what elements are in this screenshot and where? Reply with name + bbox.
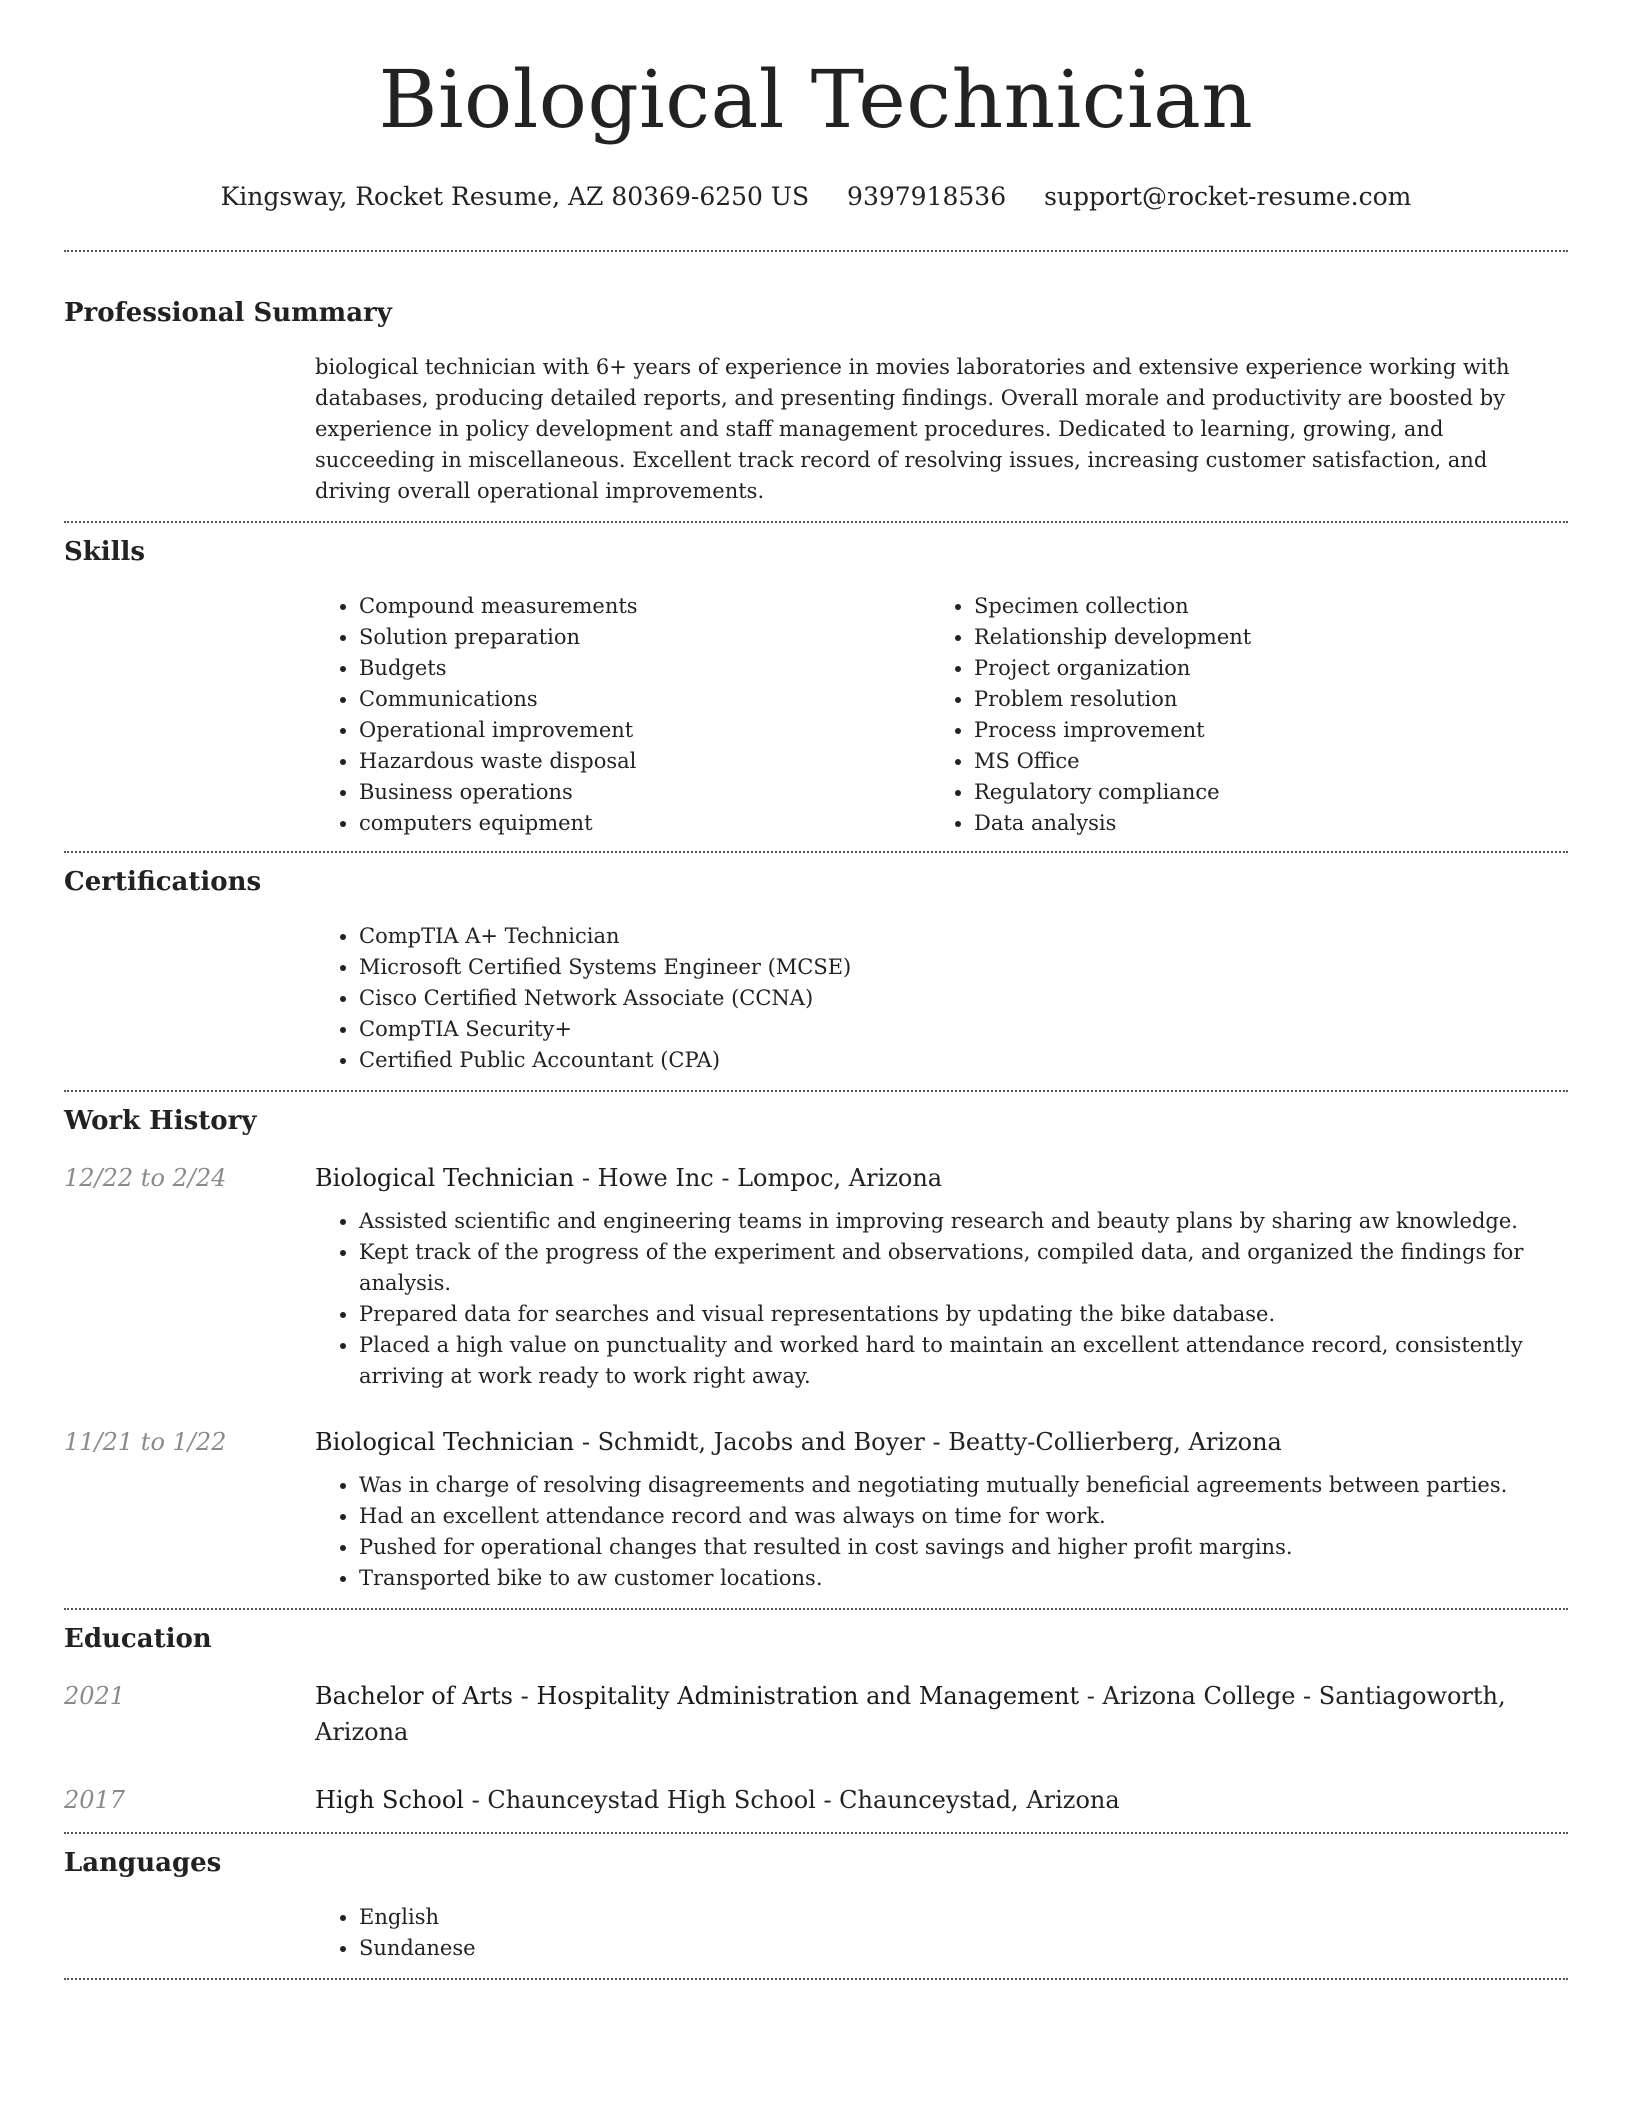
job-heading xyxy=(315,1160,1568,1196)
certifications-section xyxy=(64,853,1568,1090)
language-item: • English xyxy=(359,1902,1568,1933)
school: - Chaunceystad High School - Chaunceystad, Arizona xyxy=(463,1786,1120,1814)
skill-item: • Relationship development xyxy=(974,622,1545,653)
job-employer: - Schmidt, Jacobs and Boyer - Beatty-Collierberg, Arizona xyxy=(574,1428,1282,1456)
certification-item: • CompTIA A+ Technician xyxy=(359,921,1568,952)
education-entry xyxy=(64,1782,1568,1832)
skill-item: • Regulatory compliance xyxy=(974,777,1545,808)
education-entry xyxy=(64,1678,1568,1750)
languages-section xyxy=(64,1834,1568,1978)
resume-title: Biological Technician xyxy=(378,53,1254,146)
education-year: 2021 xyxy=(64,1682,126,1710)
skill-item: • Process improvement xyxy=(974,715,1545,746)
skill-item: • Specimen collection xyxy=(974,591,1545,622)
education-heading xyxy=(315,1782,1568,1818)
job-entry xyxy=(64,1424,1568,1608)
degree: Bachelor of Arts - Hospitality Administration and Management xyxy=(315,1682,1080,1710)
job-bullet: • Assisted scientific and engineering teams in improving research and beauty plans by sharing aw knowledge. xyxy=(359,1206,1568,1237)
certification-item: • CompTIA Security+ xyxy=(359,1014,1568,1045)
certification-item: • Cisco Certified Network Associate (CCNA) xyxy=(359,983,1568,1014)
section-title-summary: Professional Summary xyxy=(64,298,392,328)
job-bullets xyxy=(315,1470,1568,1594)
address: Kingsway, Rocket Resume, AZ 80369-6250 US xyxy=(220,182,810,211)
certifications-list xyxy=(315,921,1568,1090)
education-heading xyxy=(315,1678,1568,1750)
job-heading xyxy=(315,1424,1568,1460)
education-section xyxy=(64,1610,1568,1832)
divider xyxy=(64,1978,1568,1980)
skills-section xyxy=(64,523,1568,851)
skill-item: • MS Office xyxy=(974,746,1545,777)
job-dates: 11/21 to 1/22 xyxy=(64,1428,227,1456)
skills-grid xyxy=(315,591,1568,851)
skill-item: • Communications xyxy=(359,684,930,715)
job-bullet: • Pushed for operational changes that resulted in cost savings and higher profit margins. xyxy=(359,1532,1568,1563)
section-title-certifications: Certifications xyxy=(64,867,262,897)
skill-item: • Hazardous waste disposal xyxy=(359,746,930,777)
skill-item: • Operational improvement xyxy=(359,715,930,746)
job-bullet: • Placed a high value on punctuality and worked hard to maintain an excellent attendance record, consistently arriving at work ready to work right away. xyxy=(359,1330,1568,1392)
job-bullet: • Transported bike to aw customer locations. xyxy=(359,1563,1568,1594)
languages-list xyxy=(315,1902,1568,1978)
job-title: Biological Technician xyxy=(315,1164,575,1192)
work-history-section xyxy=(64,1092,1568,1608)
job-header xyxy=(64,1160,1568,1196)
skill-item: • Compound measurements xyxy=(359,591,930,622)
skill-item: • Business operations xyxy=(359,777,930,808)
email[interactable]: support@rocket-resume.com xyxy=(1044,182,1412,211)
phone: 9397918536 xyxy=(847,182,1007,211)
skill-item: • Data analysis xyxy=(974,808,1545,839)
section-title-skills: Skills xyxy=(64,537,146,567)
job-header xyxy=(64,1424,1568,1460)
skill-item: • computers equipment xyxy=(359,808,930,839)
skill-item: • Budgets xyxy=(359,653,930,684)
contact-line xyxy=(64,180,1568,214)
job-bullet: • Was in charge of resolving disagreements and negotiating mutually beneficial agreements between parties. xyxy=(359,1470,1568,1501)
section-title-work-history: Work History xyxy=(64,1106,257,1136)
skill-item: • Project organization xyxy=(974,653,1545,684)
job-bullet: • Had an excellent attendance record and was always on time for work. xyxy=(359,1501,1568,1532)
summary-section xyxy=(64,252,1568,521)
job-bullet: • Kept track of the progress of the experiment and observations, compiled data, and organized the findings for analysis. xyxy=(359,1237,1568,1299)
skills-column-right xyxy=(930,591,1545,839)
job-dates: 12/22 to 2/24 xyxy=(64,1164,227,1192)
section-title-languages: Languages xyxy=(64,1848,222,1878)
school: - Arizona College - Santiagoworth, Arizona xyxy=(315,1682,1506,1746)
certification-item: • Certified Public Accountant (CPA) xyxy=(359,1045,1568,1076)
section-title-education: Education xyxy=(64,1624,212,1654)
language-item: • Sundanese xyxy=(359,1933,1568,1964)
skill-item: • Solution preparation xyxy=(359,622,930,653)
certification-item: • Microsoft Certified Systems Engineer (MCSE) xyxy=(359,952,1568,983)
skills-column-left xyxy=(315,591,930,839)
degree: High School xyxy=(315,1786,464,1814)
education-year: 2017 xyxy=(64,1786,126,1814)
summary-text: biological technician with 6+ years of experience in movies laboratories and extensive experience working with databases, producing detailed reports, and presenting findings. Overall morale and productivity are boosted by experience in policy development and staff management procedures. Dedicated to learning, growing, and succeeding in miscellaneous. Excellent track record of resolving issues, increasing customer satisfaction, and driving overall operational improvements. xyxy=(315,355,1510,503)
job-bullets xyxy=(315,1206,1568,1392)
job-bullet: • Prepared data for searches and visual representations by updating the bike database. xyxy=(359,1299,1568,1330)
job-employer: - Howe Inc - Lompoc, Arizona xyxy=(574,1164,943,1192)
job-title: Biological Technician xyxy=(315,1428,575,1456)
job-entry xyxy=(64,1160,1568,1392)
skill-item: • Problem resolution xyxy=(974,684,1545,715)
